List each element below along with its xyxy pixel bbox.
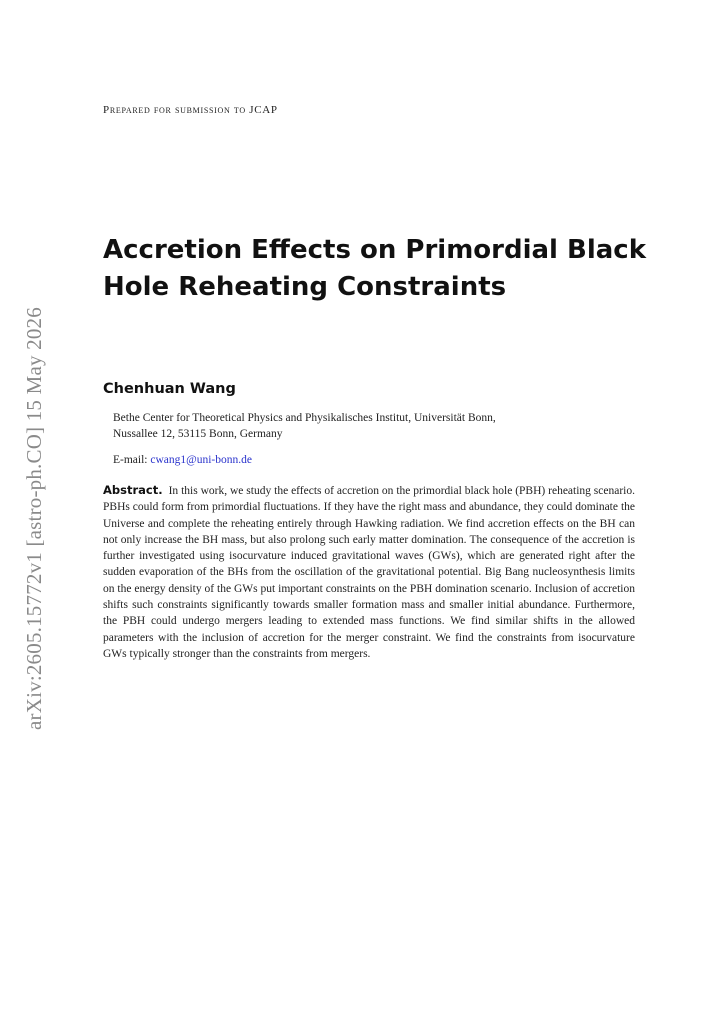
abstract-text: In this work, we study the effects of accretion on the primordial black hole (PBH) reheating scenario. PBHs could form from primordial fluctuations. If they have the right mass and abundance, they could dominate the Universe and complete the reheating entirely through Hawking radiation. We find accretion effects on the BH can not only increase the BH mass, but also prolong such early matter domination. The consequence of the accretion is further investigated using isocurvature induced gravitational waves (GWs), which are generated right after the sudden evaporation of the BHs from the oscillation of the gravitational potential. Big Bang nucleosynthesis limits on the energy density of the GWs put important constraints on the PBH domination scenario. Inclusion of accretion shifts such constraints significantly towards smaller formation mass and smaller initial abundance. Furthermore, the PBH could undergo mergers leading to extended mass functions. We find similar shifts in the allowed parameters with the inclusion of accretion for the merger constraint. We find the constraints from isocurvature GWs typically stronger than the constraints from mergers. xyxy=(103,485,635,660)
paper-title: Accretion Effects on Primordial Black Hole Reheating Constraints xyxy=(103,235,646,302)
affiliation-line-1: Bethe Center for Theoretical Physics and Physikalisches Institut, Universität Bonn, xyxy=(113,412,496,424)
email-row xyxy=(113,452,252,468)
email-link[interactable]: cwang1@uni-bonn.de xyxy=(150,454,252,466)
abstract-label: Abstract. xyxy=(103,483,163,497)
author-affiliation xyxy=(113,410,633,442)
abstract xyxy=(103,482,635,662)
arxiv-margin-stamp: arXiv:2605.15772v1 [astro-ph.CO] 15 May 2026 xyxy=(22,307,46,730)
journal-header: Prepared for submission to JCAP xyxy=(103,104,278,116)
email-label: E-mail: xyxy=(113,454,148,466)
author-name: Chenhuan Wang xyxy=(103,381,236,397)
affiliation-line-2: Nussallee 12, 53115 Bonn, Germany xyxy=(113,428,283,440)
